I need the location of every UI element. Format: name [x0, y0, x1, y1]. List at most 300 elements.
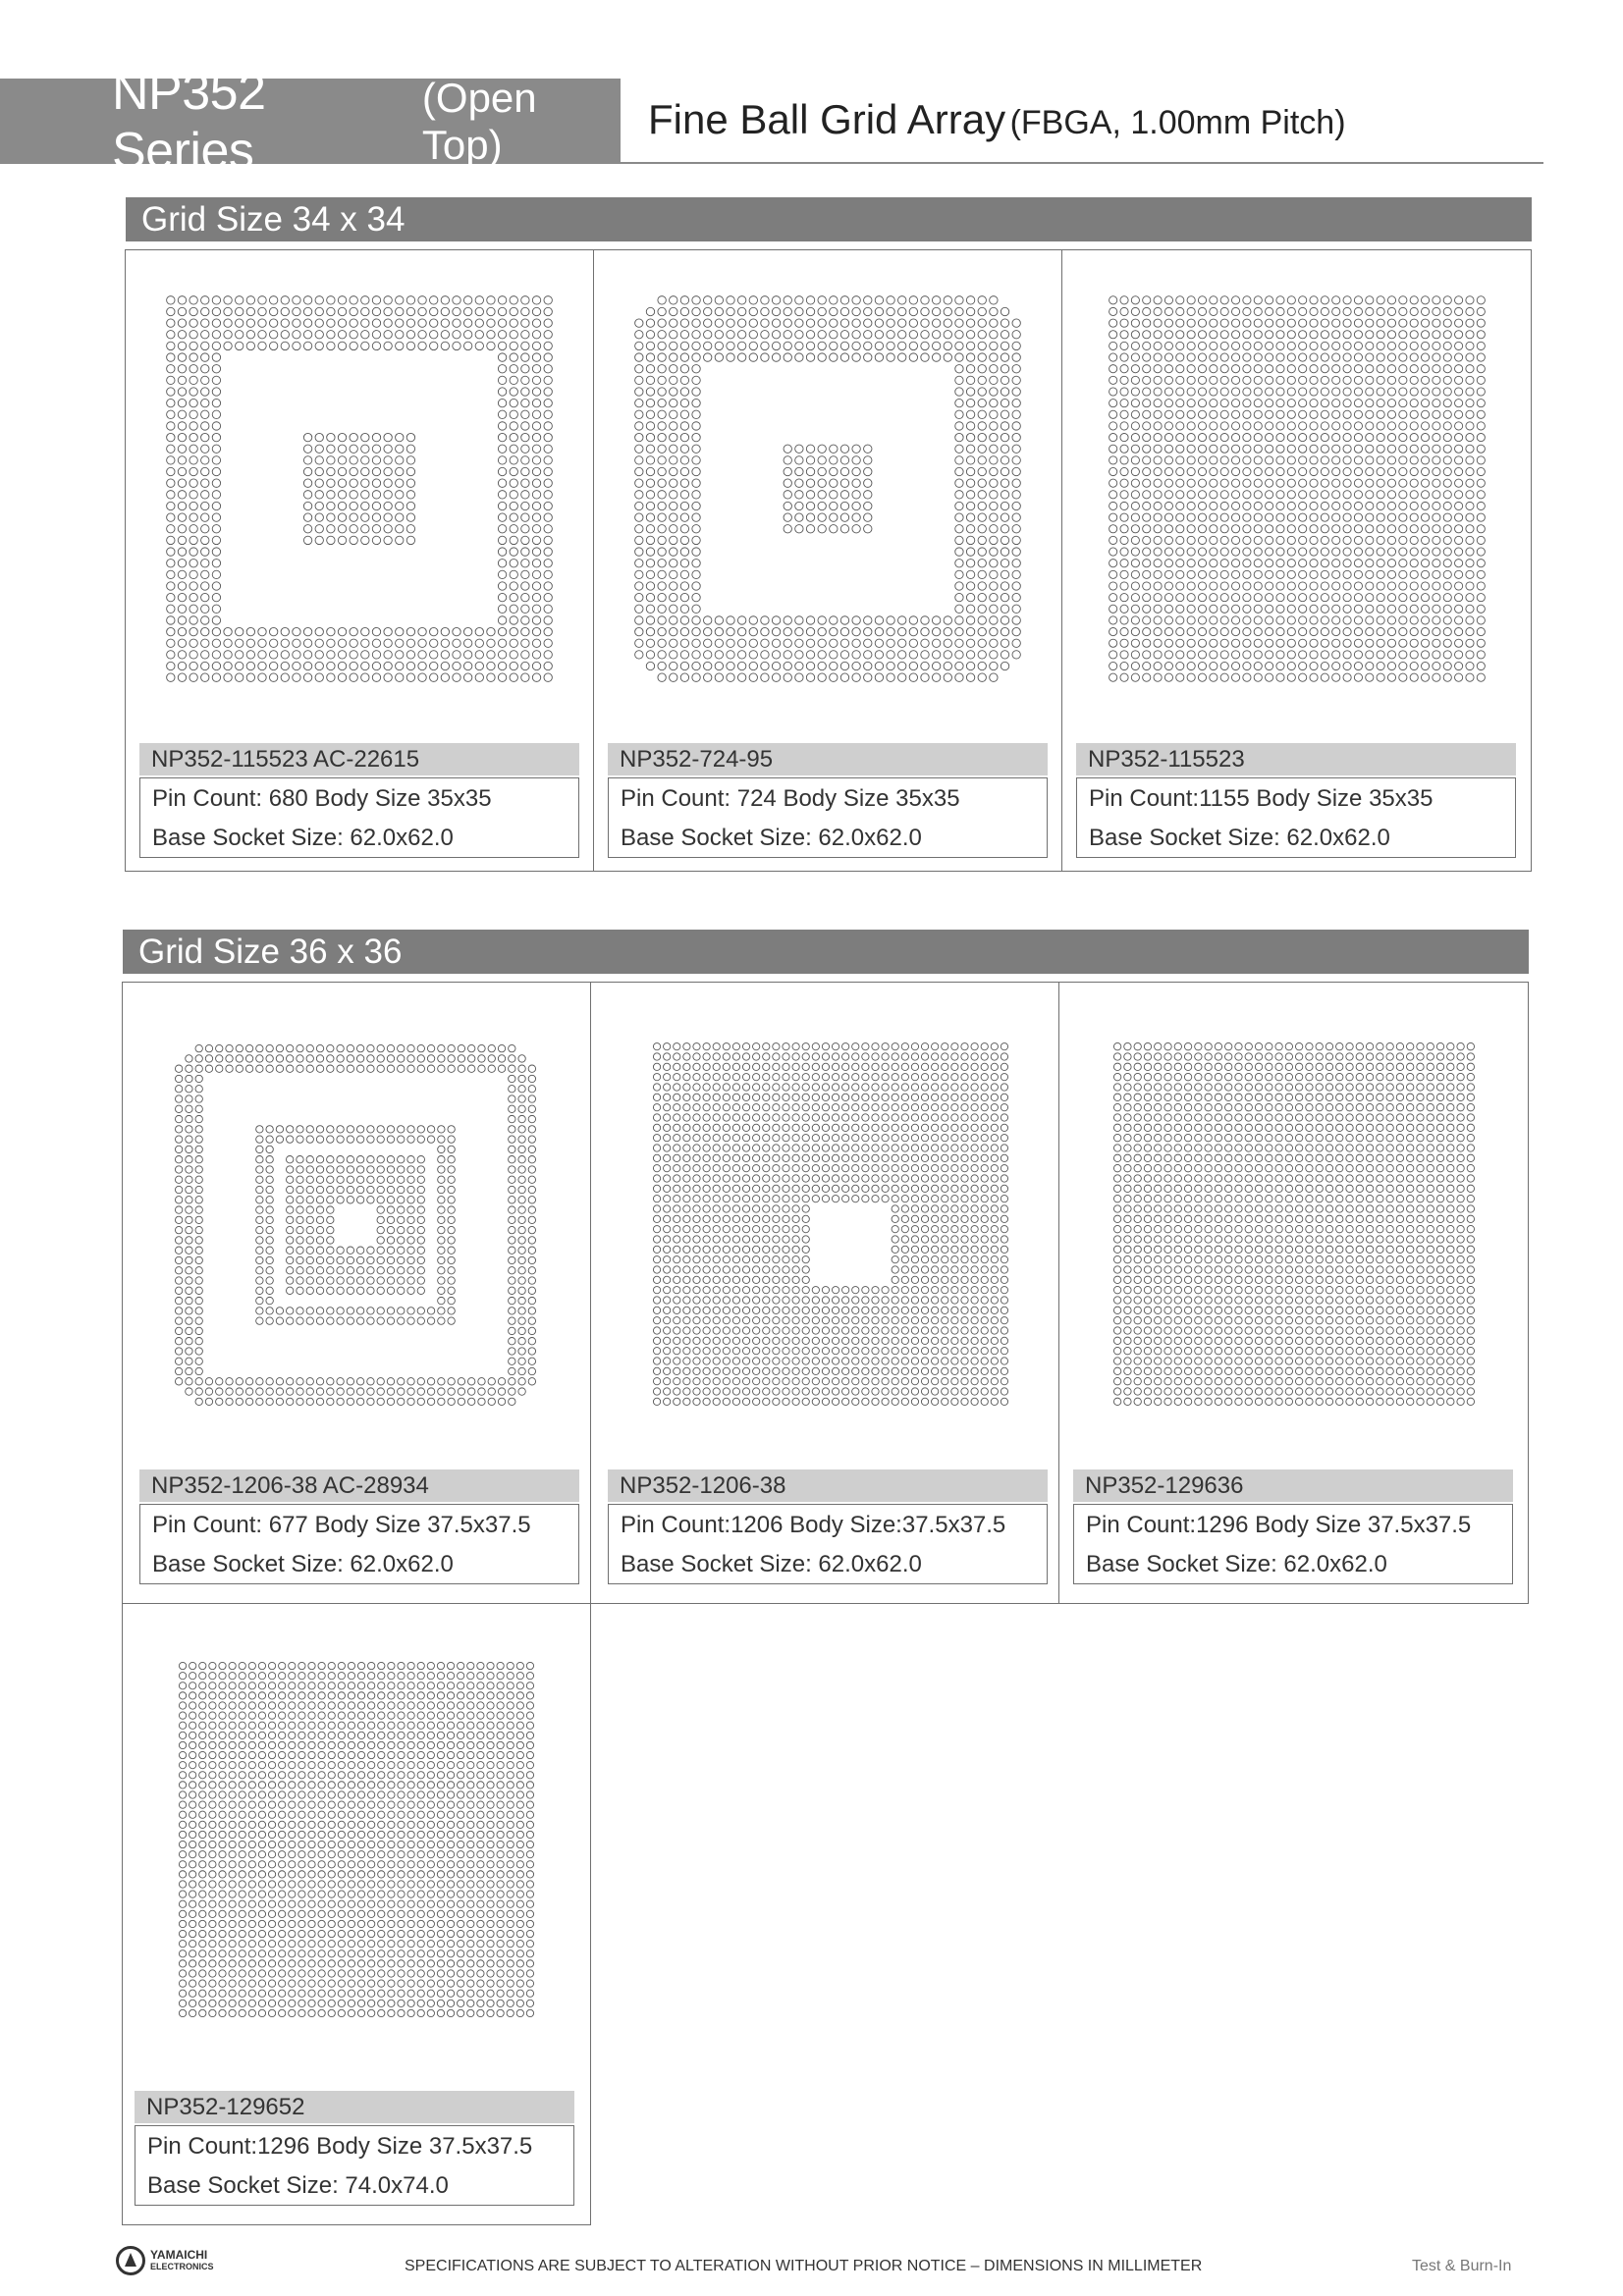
ball-pad [1299, 548, 1307, 556]
ball-pad [658, 627, 666, 635]
ball-pad [966, 616, 974, 624]
ball-pad [1354, 296, 1362, 304]
ball-pad [1143, 422, 1151, 430]
ball-pad [297, 1044, 303, 1051]
ball-pad [723, 1124, 730, 1131]
ball-pad [1243, 570, 1251, 578]
ball-pad [1321, 467, 1328, 475]
ball-pad [1457, 1114, 1464, 1121]
ball-pad [783, 1246, 789, 1253]
ball-pad [1377, 582, 1384, 590]
ball-pad [256, 1297, 263, 1304]
ball-pad [703, 1104, 710, 1111]
ball-pad [189, 593, 197, 601]
ball-pad [510, 433, 517, 441]
ball-pad [1466, 639, 1474, 647]
ball-pad [338, 639, 346, 647]
ball-pad [783, 1154, 789, 1161]
ball-pad [1143, 525, 1151, 533]
ball-pad [266, 1378, 273, 1385]
ball-pad [961, 1215, 968, 1222]
ball-pad [372, 307, 380, 315]
ball-pad [852, 1327, 859, 1334]
ball-pad [306, 1136, 313, 1143]
ball-pad [1012, 570, 1020, 578]
ball-pad [1276, 296, 1284, 304]
ball-pad [1433, 422, 1440, 430]
ball-pad [942, 1175, 948, 1182]
ball-pad [544, 479, 552, 487]
ball-pad [189, 662, 197, 669]
ball-pad [1187, 410, 1195, 418]
ball-pad [1343, 467, 1351, 475]
ball-pad [792, 1053, 799, 1060]
ball-pad [518, 1126, 525, 1133]
ball-pad [1001, 525, 1008, 533]
ball-pad [723, 1215, 730, 1222]
ball-pad [653, 1175, 660, 1182]
ball-pad [784, 662, 791, 669]
ball-pad [1205, 1145, 1212, 1151]
ball-pad [864, 456, 872, 464]
ball-pad [1421, 331, 1429, 339]
ball-pad [971, 1348, 978, 1355]
ball-pad [1285, 1134, 1292, 1141]
ball-pad [818, 502, 826, 509]
ball-pad [932, 319, 940, 327]
ball-pad [749, 342, 757, 349]
ball-pad [1356, 1154, 1363, 1161]
ball-pad [955, 673, 963, 681]
ball-pad [1205, 1053, 1212, 1060]
ball-pad [1134, 1094, 1141, 1100]
ball-pad [802, 1104, 809, 1111]
ball-pad [822, 1135, 829, 1142]
ball-pad [448, 1237, 455, 1244]
ball-pad [327, 1317, 334, 1324]
ball-pad [510, 399, 517, 406]
ball-pad [1001, 365, 1008, 373]
ball-pad [951, 1114, 958, 1121]
ball-pad [822, 1074, 829, 1081]
ball-pad [1316, 1145, 1323, 1151]
ball-pad [1124, 1053, 1131, 1060]
ball-pad [463, 651, 471, 659]
ball-pad [418, 639, 426, 647]
ball-pad [1455, 388, 1463, 396]
ball-pad [763, 1266, 770, 1273]
ball-pad [990, 616, 998, 624]
ball-pad [658, 342, 666, 349]
ball-pad [453, 296, 460, 304]
ball-pad [1224, 1124, 1231, 1131]
ball-pad [832, 1175, 839, 1182]
ball-pad [1466, 388, 1474, 396]
ball-pad [1109, 434, 1117, 442]
ball-pad [978, 456, 986, 464]
ball-pad [510, 307, 517, 315]
ball-pad [1243, 410, 1251, 418]
ball-pad [832, 1145, 839, 1151]
ball-pad [715, 651, 723, 659]
ball-pad [361, 307, 369, 315]
ball-pad [1254, 651, 1262, 659]
ball-pad [872, 1196, 879, 1202]
ball-pad [1220, 365, 1228, 373]
ball-pad [1433, 319, 1440, 327]
ball-pad [723, 1196, 730, 1202]
ball-pad [635, 627, 643, 635]
ball-pad [532, 342, 540, 349]
ball-pad [1310, 331, 1318, 339]
ball-pad [1387, 662, 1395, 669]
ball-pad [1109, 502, 1117, 509]
ball-pad [246, 342, 254, 349]
ball-pad [201, 319, 209, 327]
ball-pad [1154, 388, 1162, 396]
ball-pad [887, 319, 894, 327]
ball-pad [1316, 1103, 1323, 1110]
ball-pad [195, 1206, 202, 1213]
ball-pad [306, 1247, 313, 1254]
ball-pad [966, 662, 974, 669]
ball-pad [1143, 456, 1151, 464]
ball-pad [1399, 353, 1407, 361]
ball-pad [521, 467, 529, 475]
ball-pad [732, 1297, 739, 1304]
ball-pad [773, 1175, 780, 1182]
ball-pad [498, 491, 506, 499]
ball-pad [337, 1398, 344, 1405]
ball-pad [703, 1196, 710, 1202]
ball-pad [773, 1327, 780, 1334]
ball-pad [932, 1246, 939, 1253]
ball-pad [1144, 1084, 1151, 1091]
ball-pad [189, 365, 197, 373]
ball-pad [742, 1124, 749, 1131]
ball-pad [195, 1337, 202, 1344]
ball-pad [1001, 376, 1008, 384]
ball-pad [1113, 1103, 1120, 1110]
ball-pad [1310, 582, 1318, 590]
ball-pad [1184, 1103, 1191, 1110]
ball-pad [1436, 1084, 1443, 1091]
ball-pad [1109, 605, 1117, 613]
ball-pad [1310, 479, 1318, 487]
ball-pad [226, 1044, 233, 1051]
ball-pad [1410, 662, 1418, 669]
ball-pad [212, 673, 220, 681]
ball-pad [361, 467, 369, 475]
ball-pad [367, 1378, 374, 1385]
ball-pad [1421, 365, 1429, 373]
ball-pad [921, 1276, 928, 1283]
ball-pad [773, 1154, 780, 1161]
ball-pad [990, 673, 998, 681]
ball-pad [1176, 410, 1184, 418]
ball-pad [773, 1104, 780, 1111]
ball-pad [971, 1135, 978, 1142]
ball-pad [1164, 331, 1172, 339]
ball-pad [509, 1186, 515, 1193]
ball-pad [991, 1053, 998, 1060]
ball-pad [1164, 536, 1172, 544]
ball-pad [1113, 1164, 1120, 1171]
ball-pad [1174, 1154, 1181, 1161]
ball-pad [713, 1185, 720, 1192]
ball-pad [407, 1388, 414, 1395]
ball-pad [167, 639, 175, 647]
ball-pad [528, 1267, 535, 1274]
ball-pad [892, 1367, 898, 1374]
ball-pad [293, 639, 300, 647]
ball-pad [792, 1378, 799, 1385]
ball-pad [1001, 1074, 1007, 1081]
ball-pad [1266, 491, 1273, 499]
ball-pad [521, 433, 529, 441]
ball-pad [372, 456, 380, 464]
ball-pad [942, 1053, 948, 1060]
ball-pad [1164, 594, 1172, 602]
ball-pad [398, 1277, 405, 1284]
ball-pad [1155, 1094, 1162, 1100]
ball-pad [286, 1226, 293, 1233]
ball-pad [1467, 1114, 1474, 1121]
ball-pad [1306, 1063, 1313, 1070]
ball-pad [498, 651, 506, 659]
ball-pad [1455, 570, 1463, 578]
ball-pad [178, 662, 186, 669]
ball-pad [256, 1044, 263, 1051]
ball-pad [911, 1205, 918, 1212]
ball-pad [430, 296, 438, 304]
ball-pad [732, 1104, 739, 1111]
ball-pad [1366, 456, 1374, 464]
ball-pad [1310, 594, 1318, 602]
ball-pad [783, 1124, 789, 1131]
ball-pad [713, 1074, 720, 1081]
ball-pad [448, 1256, 455, 1263]
ball-pad [1012, 502, 1020, 509]
ball-pad [715, 662, 723, 669]
ball-pad [683, 1185, 690, 1192]
ball-pad [674, 1287, 680, 1294]
ball-pad [683, 1256, 690, 1263]
ball-pad [832, 1196, 839, 1202]
ball-pad [951, 1358, 958, 1364]
ball-pad [186, 1388, 192, 1395]
ball-pad [1210, 570, 1217, 578]
ball-pad [942, 1246, 948, 1253]
ball-pad [315, 331, 323, 339]
ball-pad [703, 1388, 710, 1395]
ball-pad [882, 1053, 889, 1060]
ball-pad [812, 1175, 819, 1182]
ball-pad [723, 1043, 730, 1050]
ball-pad [258, 651, 266, 659]
ball-pad [966, 467, 974, 475]
ball-pad [1131, 560, 1139, 567]
ball-pad [518, 1237, 525, 1244]
ball-pad [1386, 1103, 1393, 1110]
ball-pad [521, 639, 529, 647]
ball-pad [901, 1104, 908, 1111]
ball-pad [1421, 445, 1429, 453]
ball-pad [683, 1165, 690, 1172]
ball-pad [966, 491, 974, 499]
ball-pad [872, 1074, 879, 1081]
ball-pad [875, 342, 883, 349]
ball-pad [653, 1094, 660, 1100]
ball-pad [1215, 1063, 1221, 1070]
ball-pad [1354, 639, 1362, 647]
ball-pad [990, 467, 998, 475]
ball-pad [521, 296, 529, 304]
ball-pad [406, 502, 414, 509]
ball-pad [387, 1206, 394, 1213]
ball-pad [680, 422, 688, 430]
ball-pad [1346, 1094, 1353, 1100]
series-suffix: (Open Top) [421, 74, 537, 168]
ball-pad [1255, 1053, 1262, 1060]
ball-pad [1120, 502, 1128, 509]
ball-pad [306, 1126, 313, 1133]
ball-pad [1332, 525, 1340, 533]
ball-pad [882, 1337, 889, 1344]
ball-pad [1455, 296, 1463, 304]
ball-pad [911, 1063, 918, 1070]
ball-pad [1433, 673, 1440, 681]
ball-pad [658, 582, 666, 590]
ball-pad [186, 1308, 192, 1314]
ball-pad [635, 445, 643, 453]
ball-pad [961, 1053, 968, 1060]
ball-pad [981, 1358, 988, 1364]
ball-pad [1343, 582, 1351, 590]
ball-pad [683, 1378, 690, 1385]
ball-pad [1295, 1042, 1302, 1049]
ball-pad [961, 1358, 968, 1364]
ball-pad [1109, 307, 1117, 315]
ball-pad [1443, 491, 1451, 499]
ball-pad [901, 1236, 908, 1243]
ball-pad [1001, 1094, 1007, 1100]
ball-pad [783, 1185, 789, 1192]
ball-pad [212, 627, 220, 635]
ball-pad [892, 1307, 898, 1313]
ball-pad [1012, 605, 1020, 613]
ball-pad [1120, 491, 1128, 499]
ball-pad [266, 1287, 273, 1294]
ball-pad [521, 502, 529, 509]
ball-pad [1455, 410, 1463, 418]
ball-pad [1195, 1042, 1202, 1049]
ball-pad [664, 1063, 671, 1070]
ball-pad [653, 1236, 660, 1243]
ball-pad [1210, 548, 1217, 556]
ball-pad [680, 342, 688, 349]
ball-pad [1210, 616, 1217, 624]
ball-pad [832, 1388, 839, 1395]
ball-pad [664, 1307, 671, 1313]
ball-pad [448, 1287, 455, 1294]
ball-pad [458, 1055, 464, 1062]
ball-pad [1306, 1154, 1313, 1161]
ball-pad [1176, 536, 1184, 544]
ball-pad [306, 1237, 313, 1244]
ball-pad [822, 1196, 829, 1202]
ball-pad [658, 605, 666, 613]
ball-pad [528, 1317, 535, 1324]
ball-pad [715, 331, 723, 339]
ball-pad [875, 296, 883, 304]
ball-pad [1332, 513, 1340, 521]
ball-pad [658, 651, 666, 659]
ball-pad [189, 605, 197, 613]
ball-pad [955, 525, 963, 533]
ball-pad [812, 1398, 819, 1405]
ball-pad [286, 1388, 293, 1395]
ball-pad [195, 1388, 202, 1395]
ball-pad [1310, 570, 1318, 578]
ball-pad [991, 1104, 998, 1111]
ball-pad [864, 627, 872, 635]
ball-pad [832, 1378, 839, 1385]
ball-pad [693, 1348, 700, 1355]
ball-pad [1332, 342, 1340, 349]
ball-pad [683, 1348, 690, 1355]
ball-pad [792, 1084, 799, 1091]
ball-pad [792, 1317, 799, 1324]
ball-pad [189, 296, 197, 304]
ball-pad [921, 651, 929, 659]
ball-pad [830, 319, 838, 327]
ball-pad [1377, 560, 1384, 567]
ball-pad [337, 1256, 344, 1263]
ball-pad [864, 651, 872, 659]
ball-pad [812, 1307, 819, 1313]
ball-pad [875, 662, 883, 669]
ball-pad [498, 502, 506, 509]
ball-pad [981, 1398, 988, 1405]
pin-body-spec: Pin Count: 677 Body Size 37.5x37.5 [152, 1512, 531, 1538]
ball-pad [901, 1246, 908, 1253]
ball-pad [1176, 479, 1184, 487]
ball-pad [178, 560, 186, 567]
ball-pad [498, 1398, 505, 1405]
ball-pad [315, 445, 323, 453]
ball-pad [981, 1084, 988, 1091]
ball-pad [646, 399, 654, 406]
ball-pad [178, 388, 186, 396]
ball-pad [453, 342, 460, 349]
ball-pad [167, 456, 175, 464]
ball-pad [1377, 296, 1384, 304]
ball-pad [306, 1317, 313, 1324]
ball-pad [1131, 410, 1139, 418]
ball-pad [488, 1065, 495, 1072]
ball-pad [1164, 400, 1172, 407]
ball-pad [1266, 365, 1273, 373]
ball-pad [1276, 651, 1284, 659]
ball-pad [753, 1185, 760, 1192]
ball-pad [1366, 639, 1374, 647]
ball-pad [1255, 1063, 1262, 1070]
ball-pad [1433, 525, 1440, 533]
ball-pad [1455, 651, 1463, 659]
ball-pad [212, 456, 220, 464]
ball-pad [1254, 594, 1262, 602]
